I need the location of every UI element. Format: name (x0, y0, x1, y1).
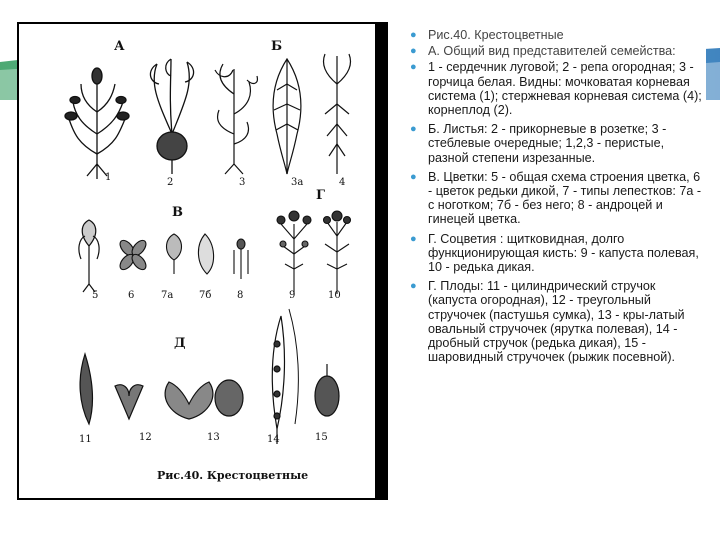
row1-number-3a: 3а (291, 177, 304, 188)
row2-number-7a: 7а (161, 290, 174, 301)
bullet-list (408, 28, 702, 369)
row2-number-6: 6 (128, 290, 135, 301)
figure-label-d: Д (174, 336, 186, 351)
figure-label-b: Б (271, 39, 283, 54)
bullet-icon: ● (410, 170, 417, 183)
figure-label-v: В (172, 205, 183, 220)
bullet-item (408, 28, 702, 42)
row3-number-11: 11 (79, 434, 92, 445)
bullet-item (408, 279, 702, 364)
fruit-drawing-12 (115, 385, 143, 419)
bullet-text: Б. Листья: 2 - прикорневые в розетке; 3 - стеблевые очередные; 1,2,3 - перистые, разной степени изрезанные. (428, 122, 667, 165)
row3-number-12: 12 (139, 432, 152, 443)
bullet-text: Рис.40. Крестоцветные (428, 28, 564, 42)
text-panel (388, 22, 706, 500)
bullet-text: А. Общий вид представителей семейства: (428, 44, 676, 59)
leaf-drawing-3a (273, 59, 301, 174)
row3-number-14: 14 (267, 434, 280, 445)
bullet-text: Г. Плоды: 11 - цилиндрический стручок (капуста огородная), 12 - треугольный стручочек (пастушья сумка), 13 - кры-латый овальный стручочек (ярутка полевая), 14 - дробный стручок (редька дикая), 15 - шаровидный стручочек (рыжик посевной). (428, 279, 685, 365)
row1-number-3: 3 (239, 177, 246, 188)
figure-panel (17, 22, 389, 500)
inflorescence-drawing-10 (324, 211, 351, 294)
row2-number-7b: 7б (199, 290, 212, 301)
row3-number-13: 13 (207, 432, 220, 443)
fruit-drawing-13b (215, 380, 243, 416)
bullet-item (408, 44, 702, 58)
bullet-item (408, 60, 702, 117)
plant-drawing-3 (215, 64, 257, 174)
fruit-drawing-14 (272, 309, 298, 444)
flower-drawing-5 (79, 220, 99, 292)
fruit-drawing-13 (165, 382, 213, 419)
figure-caption: Рис.40. Крестоцветные (157, 469, 309, 482)
inflorescence-drawing-9 (277, 211, 311, 294)
figure-image (19, 24, 375, 498)
bullet-item (408, 122, 702, 165)
bullet-text: Г. Соцветия : щитковидная, долго функционирующая кисть: 9 - капуста полевая, 10 - редька дикая. (428, 231, 699, 275)
bullet-icon: ● (410, 45, 417, 58)
plant-drawing-1 (65, 68, 129, 179)
row1-number-4: 4 (339, 177, 346, 188)
row1-number-2: 2 (167, 177, 174, 188)
row1-number-1: 1 (105, 172, 112, 183)
fruit-drawing-15 (315, 364, 339, 416)
bullet-item (408, 232, 702, 275)
row2-number-10: 10 (328, 290, 341, 301)
flower-drawing-6 (117, 238, 148, 272)
petal-drawing-7b (198, 234, 213, 274)
row2-number-8: 8 (237, 290, 244, 301)
bullet-icon: ● (410, 232, 417, 245)
androecium-drawing-8 (234, 239, 248, 279)
figure-label-a: А (114, 39, 125, 54)
row2-number-5: 5 (92, 290, 99, 301)
fruit-drawing-11 (80, 354, 92, 424)
bullet-icon: ● (410, 123, 417, 136)
bullet-icon: ● (410, 280, 417, 293)
row2-number-9: 9 (289, 290, 296, 301)
root-drawing-4 (324, 54, 351, 174)
bullet-icon: ● (410, 29, 417, 41)
figure-label-g: Г (316, 188, 325, 203)
bullet-icon: ● (410, 61, 417, 74)
row3-number-15: 15 (315, 432, 328, 443)
bullet-item (408, 170, 702, 227)
petal-drawing-7a (167, 234, 182, 274)
plant-drawing-2 (150, 59, 193, 174)
bullet-text: 1 - сердечник луговой; 2 - репа огородная; 3 - горчица белая. Видны: мочковатая корневая система (1); стержневая корневая система (4); корнеплод (2). (428, 60, 702, 118)
bullet-text: В. Цветки: 5 - общая схема строения цветка, 6 - цветок редьки дикой, 7 - типы лепестков: 7а - с ноготком; 7б - без него; 8 - андроцей и гинецей цветка. (428, 169, 702, 227)
